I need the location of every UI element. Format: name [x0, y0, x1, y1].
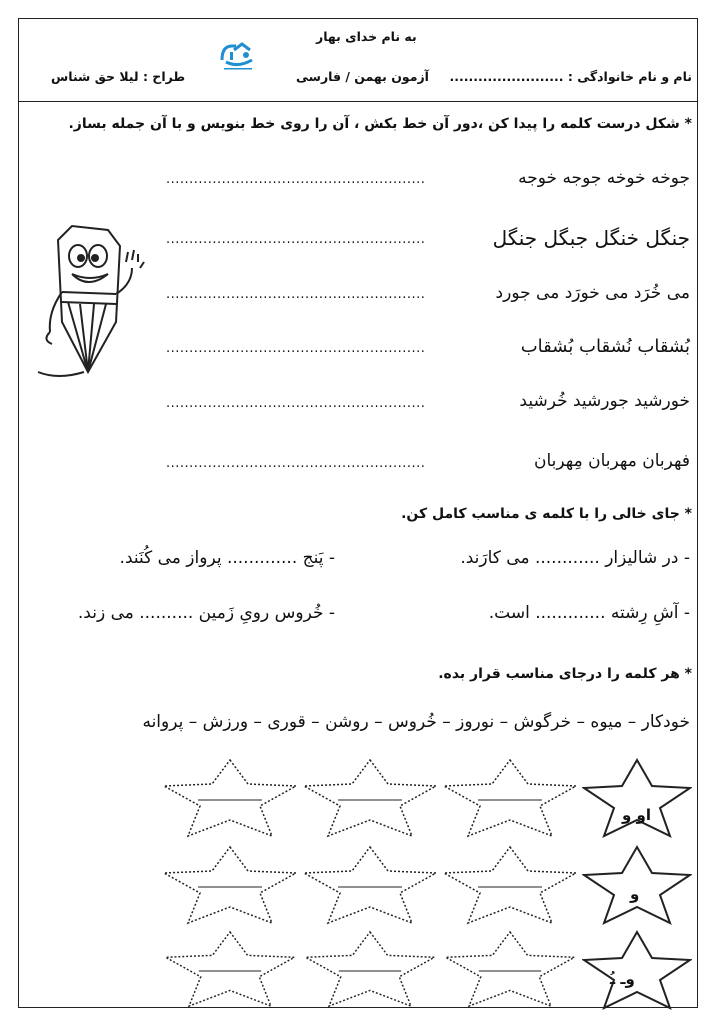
fill-blank-2: - پَنج ............. پرواز می کُنَند. [119, 548, 335, 568]
category-star-3 [582, 930, 692, 1010]
word-list: خودکار – میوه – خرگوش – نوروز – خُروس – روشن – قوری – ورزش – پروانه [142, 712, 690, 732]
name-label: نام و نام خانوادگی : ........................ [449, 69, 692, 84]
basmala: به نام خدای بهار [316, 29, 417, 44]
answer-star[interactable] [300, 758, 440, 838]
answer-star[interactable] [160, 930, 300, 1008]
category-star-1 [582, 758, 692, 838]
answer-blank-2[interactable]: ........................................................ [166, 232, 426, 247]
answer-blank-4[interactable]: ........................................................ [166, 341, 426, 356]
answer-star[interactable] [440, 930, 580, 1008]
answer-star[interactable] [160, 758, 300, 838]
category-label-3: وـ ـُ [610, 970, 635, 988]
word-options-5: خورشید جورشید خُرشید [519, 391, 690, 411]
answer-star[interactable] [440, 845, 580, 925]
word-options-2: جنگل خنگل جبگل جنگل [492, 226, 690, 250]
answer-star[interactable] [300, 845, 440, 925]
answer-blank-6[interactable]: ........................................................ [166, 456, 426, 471]
answer-star[interactable] [160, 845, 300, 925]
word-options-3: می خُرَد می خورَد می جورد [495, 283, 690, 303]
pencil-mascot-icon [28, 222, 153, 387]
answer-blank-3[interactable]: ........................................................ [166, 287, 426, 302]
word-options-4: بُشقاب نُشقاب بُشقاب [520, 336, 690, 357]
answer-blank-1[interactable]: ........................................................ [166, 172, 426, 187]
fill-blank-3: - آشِ رِشته ............. است. [488, 603, 690, 623]
answer-star[interactable] [440, 758, 580, 838]
word-options-1: جوخه خوخه جوجه خوجه [518, 168, 690, 188]
answer-star[interactable] [300, 930, 440, 1008]
exam-title: آزمون بهمن / فارسی [296, 69, 429, 84]
word-options-6: فهربان مهربان مِهربان [534, 451, 690, 471]
category-label-2: و [630, 885, 640, 903]
category-label-1: او و [622, 806, 652, 824]
fill-blank-4: - خُروس رویِ زَمین .......... می زند. [77, 603, 335, 623]
section3-instruction: * هر کلمه را درجای مناسب قرار بده. [438, 666, 692, 682]
designer-name: طراح : لیلا حق شناس [51, 69, 186, 84]
answer-blank-5[interactable]: ........................................................ [166, 396, 426, 411]
logo-icon [216, 38, 260, 72]
section2-instruction: * جای خالی را با کلمه ی مناسب کامل کن. [401, 506, 692, 522]
section1-instruction: * شکل درست کلمه را پیدا کن ،دور آن خط بکش ، آن را روی خط بنویس و با آن جمله بساز. [68, 116, 692, 132]
fill-blank-1: - در شالیزار ............ می کارَند. [460, 548, 690, 568]
